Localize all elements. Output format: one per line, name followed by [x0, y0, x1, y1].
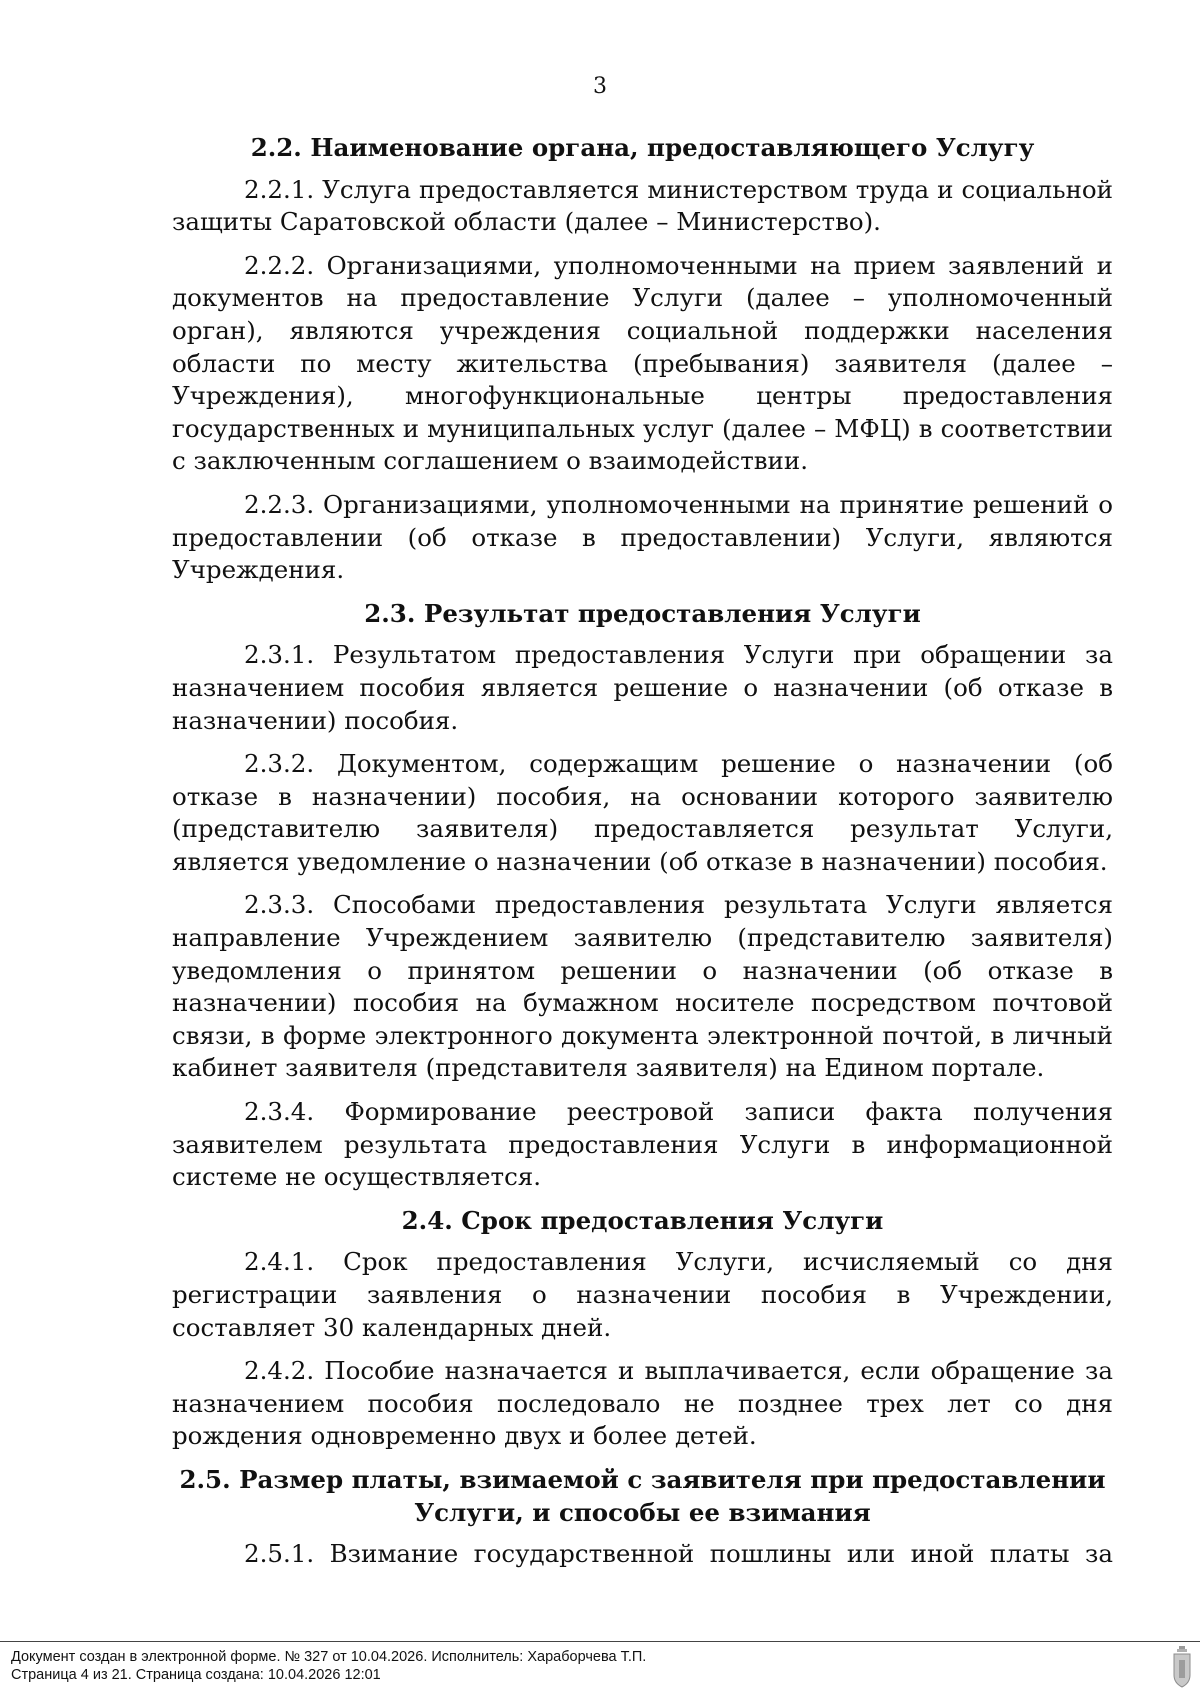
paragraph-2-3-1: 2.3.1. Результатом предоставления Услуги при обращении за назначением пособия является решение о назначении (об отказе в назначении) пособия.: [172, 640, 1113, 735]
section-heading-2-4: 2.4. Срок предоставления Услуги: [401, 1205, 884, 1235]
document-footer: [11, 1648, 646, 1684]
paragraph-2-2-1: 2.2.1. Услуга предоставляется министерством труда и социальной защиты Саратовской области (далее – Министерство).: [172, 174, 1113, 237]
footer-divider: [0, 1641, 1200, 1642]
paragraph-2-5-1: 2.5.1. Взимание государственной пошлины или иной платы за: [244, 1539, 1113, 1569]
coat-of-arms-icon: [1172, 1645, 1192, 1689]
section-heading-2-3: 2.3. Результат предоставления Услуги: [364, 598, 921, 628]
paragraph-2-4-1: 2.4.1. Срок предоставления Услуги, исчисляемый со дня регистрации заявления о назначении пособия в Учреждении, составляет 30 календарных дней.: [172, 1247, 1113, 1342]
paragraph-2-3-4: 2.3.4. Формирование реестровой записи факта получения заявителем результата предоставления Услуги в информационной системе не осуществляется.: [172, 1097, 1113, 1192]
paragraph-2-2-3: 2.2.3. Организациями, уполномоченными на принятие решений о предоставлении (об отказе в предоставлении) Услуги, являются Учреждения.: [172, 489, 1113, 585]
document-body: [172, 132, 1113, 1582]
paragraph-2-3-2: 2.3.2. Документом, содержащим решение о назначении (об отказе в назначении) пособия, на основании которого заявителю (представителю заявителя) предоставляется результат Услуги, является уведомление о назначении (об отказе в назначении) пособия.: [172, 749, 1113, 876]
page-number: 3: [593, 74, 607, 99]
section-heading-2-2: 2.2. Наименование органа, предоставляющего Услугу: [250, 133, 1035, 162]
footer-line-1: Документ создан в электронной форме. № 327 от 10.04.2026. Исполнитель: Хараборчева Т.П.: [11, 1649, 647, 1665]
section-heading-2-5: 2.5. Размер платы, взимаемой с заявителя при предоставлении Услуги, и способы ее взимания: [179, 1464, 1106, 1527]
paragraph-2-3-3: 2.3.3. Способами предоставления результата Услуги является направление Учреждением заявителю (представителю заявителя) уведомления о принятом решении о назначении (об отказе в назначении) пособия на бумажном носителе посредством почтовой связи, в форме электронного документа электронной почтой, в личный кабинет заявителя (представителя заявителя) на Едином портале.: [172, 890, 1113, 1083]
paragraph-2-2-2: 2.2.2. Организациями, уполномоченными на прием заявлений и документов на предоставление Услуги (далее – уполномоченный орган), являются учреждения социальной поддержки населения области по месту жительства (пребывания) заявителя (далее – Учреждения), многофункциональные центры предоставления государственных и муниципальных услуг (далее – МФЦ) в соответствии с заключенным соглашением о взаимодействии.: [172, 250, 1113, 476]
paragraph-2-4-2: 2.4.2. Пособие назначается и выплачивается, если обращение за назначением пособия последовало не позднее трех лет со дня рождения одновременно двух и более детей.: [172, 1356, 1113, 1451]
footer-line-2: Страница 4 из 21. Страница создана: 10.04.2026 12:01: [11, 1667, 381, 1683]
